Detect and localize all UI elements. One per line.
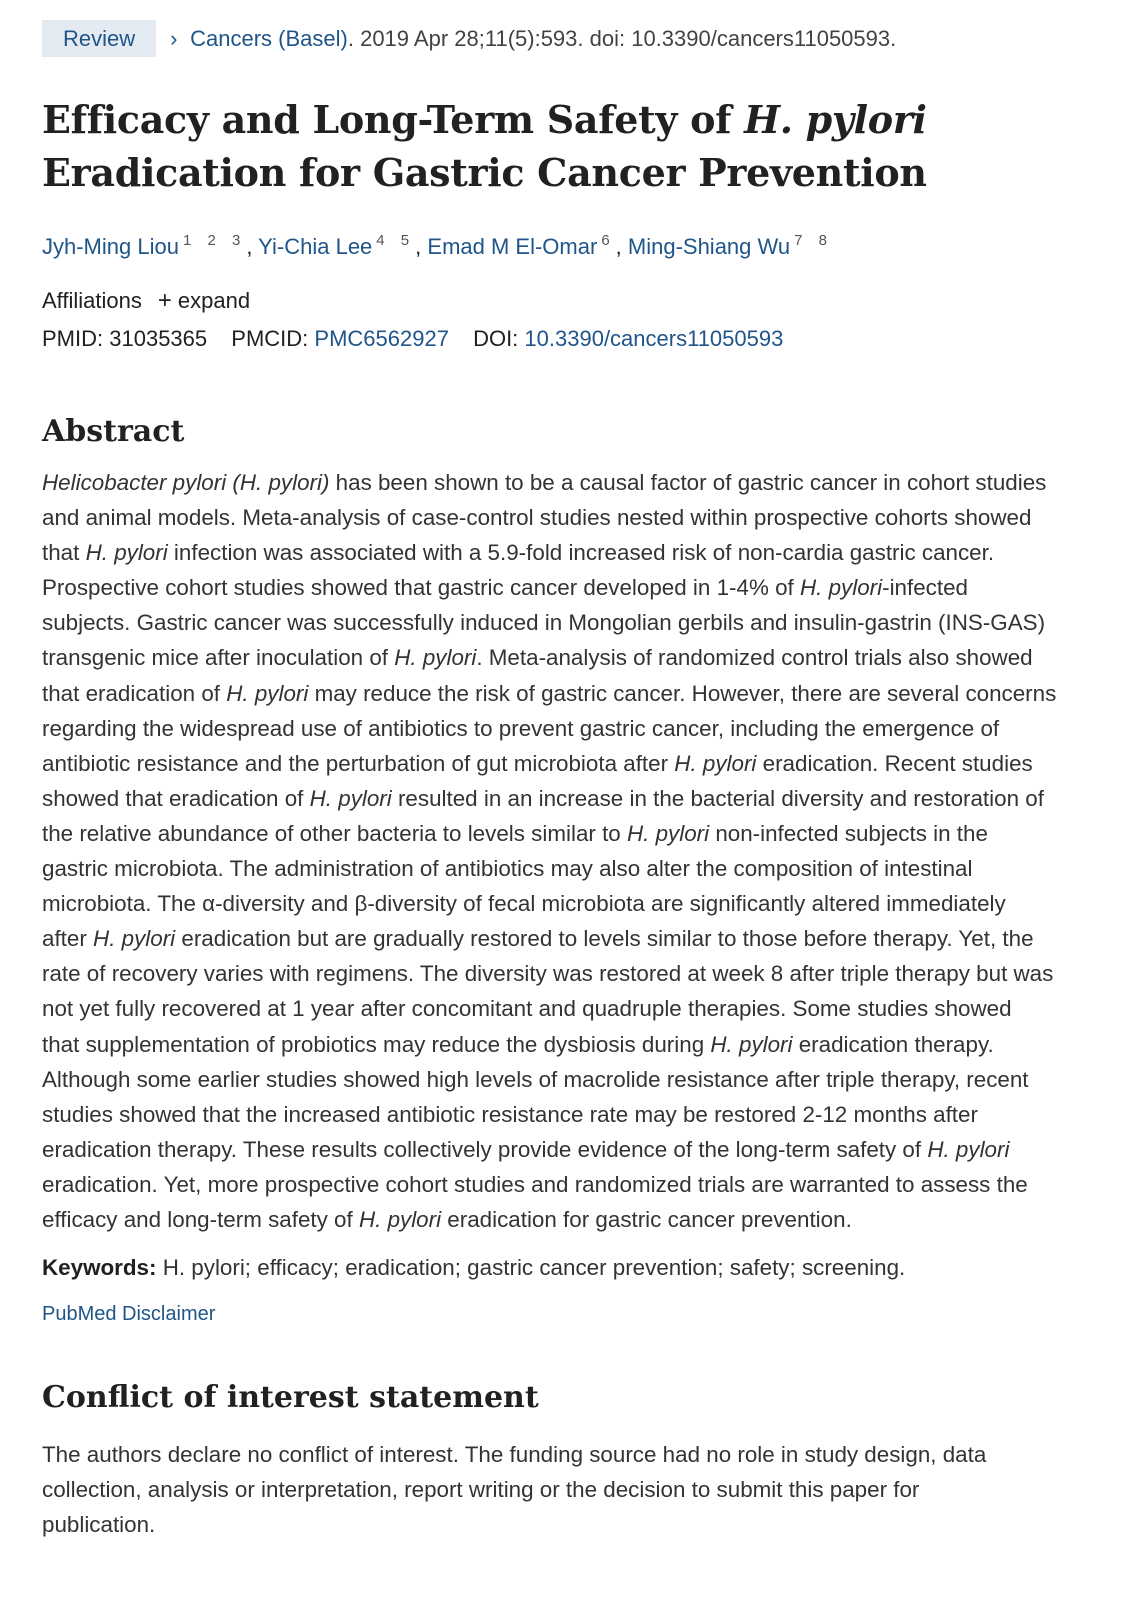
doi-link[interactable]: 10.3390/cancers11050593 — [524, 326, 784, 351]
abstract-line — [42, 991, 1104, 1026]
citation-text: . 2019 Apr 28;11(5):593. doi: 10.3390/cancers11050593. — [347, 25, 897, 51]
abstract-text: the relative abundance of other bacteria to levels similar to — [42, 820, 627, 846]
italic-term: H. pylori — [799, 575, 883, 601]
italic-term: H. pylori — [394, 645, 477, 671]
abstract-text: not yet fully recovered at 1 year after concomitant and quadruple therapies. Some studies showed — [42, 996, 1012, 1022]
article-title — [42, 93, 1104, 199]
italic-term: H. pylori — [85, 540, 168, 566]
author-list: Jyh-Ming Liou $^{1 2 3}$, Yi-Chia Lee $^{4 5}$, Emad M El-Omar $^6$, Ming-Shiang Wu $^{7 8}$ — [42, 232, 833, 259]
abstract-line — [42, 1167, 1104, 1202]
author-affil-refs[interactable]: 6 — [601, 232, 616, 249]
abstract-line — [42, 1097, 1104, 1132]
abstract-text: eradication therapy. — [792, 1031, 994, 1057]
abstract-text: gastric microbiota. The administration of antibiotics may also alter the composition of intestinal — [42, 856, 973, 882]
title-italic: H. pylori — [744, 97, 927, 142]
italic-term: H. pylori — [710, 1031, 793, 1057]
abstract-line — [42, 570, 1104, 605]
abstract-text: antibiotic resistance and the perturbation of gut microbiota after — [42, 750, 675, 776]
italic-term: H. pylori — [626, 820, 710, 846]
plus-icon: + — [157, 287, 172, 314]
abstract-text: and animal models. Meta-analysis of case-control studies nested within prospective cohorts showed — [42, 505, 1032, 531]
keywords-label: Keywords: — [42, 1255, 157, 1281]
coi-line: publication. — [42, 1512, 156, 1538]
expand-label: expand — [177, 288, 251, 313]
abstract-line — [42, 1202, 1104, 1237]
abstract-text: eradication for gastric cancer prevention. — [441, 1206, 852, 1232]
abstract-text: that supplementation of probiotics may reduce the dysbiosis during — [42, 1031, 711, 1057]
abstract-line — [42, 605, 1104, 640]
abstract-text: after — [42, 926, 94, 952]
abstract-heading: Abstract — [42, 414, 185, 449]
review-badge[interactable]: Review — [42, 20, 156, 57]
abstract-text: non-infected subjects in the — [709, 820, 988, 846]
abstract-line — [42, 956, 1104, 991]
doi-label: DOI: — [473, 326, 519, 351]
author-link[interactable]: Emad M El-Omar — [427, 234, 598, 259]
abstract-line — [42, 746, 1104, 781]
abstract-text: regarding the widespread use of antibiotics to prevent gastric cancer, including the emergence of — [42, 715, 1000, 741]
abstract-text: resulted in an increase in the bacterial diversity and restoration of — [391, 785, 1044, 811]
abstract-line — [42, 816, 1104, 851]
abstract-text: eradication therapy. These results collectively provide evidence of the long-term safety of — [42, 1136, 928, 1162]
abstract-line — [42, 500, 1104, 535]
italic-term: H. pylori — [358, 1206, 442, 1232]
abstract-line — [42, 711, 1104, 746]
abstract-line — [42, 1062, 1104, 1097]
article-page — [42, 20, 1104, 1542]
abstract-line — [42, 1132, 1104, 1167]
abstract-line — [42, 676, 1104, 711]
identifiers — [42, 326, 1104, 356]
abstract-text: transgenic mice after inoculation of — [42, 645, 395, 671]
abstract-text: infection was associated with a 5.9-fold increased risk of non-cardia gastric cancer. — [167, 540, 995, 566]
abstract-text: that eradication of — [42, 680, 227, 706]
abstract-text: rate of recovery varies with regimens. The diversity was restored at week 8 after triple therapy but was — [42, 961, 1054, 987]
author-link[interactable]: Jyh-Ming Liou — [42, 234, 179, 259]
chevron-right-icon: › — [170, 25, 178, 51]
abstract-line — [42, 781, 1104, 816]
coi-line: The authors declare no conflict of interest. The funding source had no role in study design, data — [42, 1442, 987, 1468]
pmid-value: 31035365 — [109, 326, 208, 351]
author-link[interactable]: Yi-Chia Lee — [258, 234, 373, 259]
abstract-text: Prospective cohort studies showed that gastric cancer developed in 1-4% of — [42, 575, 800, 601]
pmcid-link[interactable]: PMC6562927 — [314, 326, 449, 351]
abstract-line — [42, 851, 1104, 886]
italic-term: H. pylori — [93, 926, 176, 952]
author-affil-refs[interactable]: 4 5 — [376, 232, 416, 249]
abstract-text: -infected — [882, 575, 968, 601]
author-link[interactable]: Ming-Shiang Wu — [627, 234, 791, 259]
pmid-label: PMID: — [42, 326, 104, 351]
abstract-text: eradication. Recent studies — [756, 750, 1033, 776]
coi-heading: Conflict of interest statement — [42, 1380, 539, 1416]
abstract-line — [42, 1027, 1104, 1062]
italic-term: Helicobacter pylori (H. pylori) — [42, 470, 330, 495]
abstract-body — [42, 465, 1104, 1237]
italic-term: H. pylori — [226, 680, 309, 706]
italic-term: H. pylori — [674, 750, 757, 776]
keywords — [42, 1255, 1104, 1281]
abstract-line — [42, 465, 1104, 500]
abstract-text: microbiota. The α-diversity and β-diversity of fecal microbiota are significantly altered immediately — [42, 891, 1006, 917]
title-part1: Efficacy and Long-Term Safety of — [42, 97, 745, 142]
abstract-text: Although some earlier studies showed high levels of macrolide resistance after triple therapy, recent — [42, 1066, 1029, 1092]
author-affil-refs[interactable]: 7 8 — [794, 232, 833, 249]
italic-term: H. pylori — [927, 1136, 1010, 1162]
breadcrumb — [42, 20, 1104, 57]
abstract-text: showed that eradication of — [42, 785, 310, 811]
abstract-text: may reduce the risk of gastric cancer. However, there are several concerns — [308, 680, 1057, 706]
abstract-text: efficacy and long-term safety of — [42, 1206, 359, 1232]
pmcid-label: PMCID: — [231, 326, 309, 351]
abstract-text: studies showed that the increased antibiotic resistance rate may be restored 2-12 months after — [42, 1101, 978, 1127]
abstract-text: subjects. Gastric cancer was successfully induced in Mongolian gerbils and insulin-gastrin (INS-GAS) — [42, 610, 1046, 636]
abstract-line — [42, 535, 1104, 570]
abstract-text: . Meta-analysis of randomized control trials also showed — [476, 645, 1033, 671]
affiliations-toggle[interactable] — [42, 286, 1104, 316]
abstract-line — [42, 886, 1104, 921]
abstract-text: has been shown to be a causal factor of gastric cancer in cohort studies — [329, 470, 1047, 495]
coi-body — [42, 1437, 1104, 1542]
abstract-line — [42, 640, 1104, 675]
journal-link[interactable]: Cancers (Basel) — [190, 25, 348, 51]
affiliations-label: Affiliations — [42, 288, 142, 313]
author-affil-refs[interactable]: 1 2 3 — [182, 232, 247, 249]
abstract-text: eradication but are gradually restored to levels similar to those before therapy. Yet, the — [175, 926, 1034, 952]
abstract-line — [42, 921, 1104, 956]
pubmed-disclaimer-link[interactable]: PubMed Disclaimer — [42, 1303, 216, 1326]
abstract-text: that — [42, 540, 86, 566]
coi-line: collection, analysis or interpretation, report writing or the decision to submit this paper for — [42, 1477, 920, 1503]
abstract-text: eradication. Yet, more prospective cohort studies and randomized trials are warranted to assess the — [42, 1171, 1028, 1197]
italic-term: H. pylori — [309, 785, 392, 811]
keywords-text: H. pylori; efficacy; eradication; gastric cancer prevention; safety; screening. — [156, 1255, 906, 1281]
title-part2: Eradication for Gastric Cancer Prevention — [42, 150, 927, 195]
